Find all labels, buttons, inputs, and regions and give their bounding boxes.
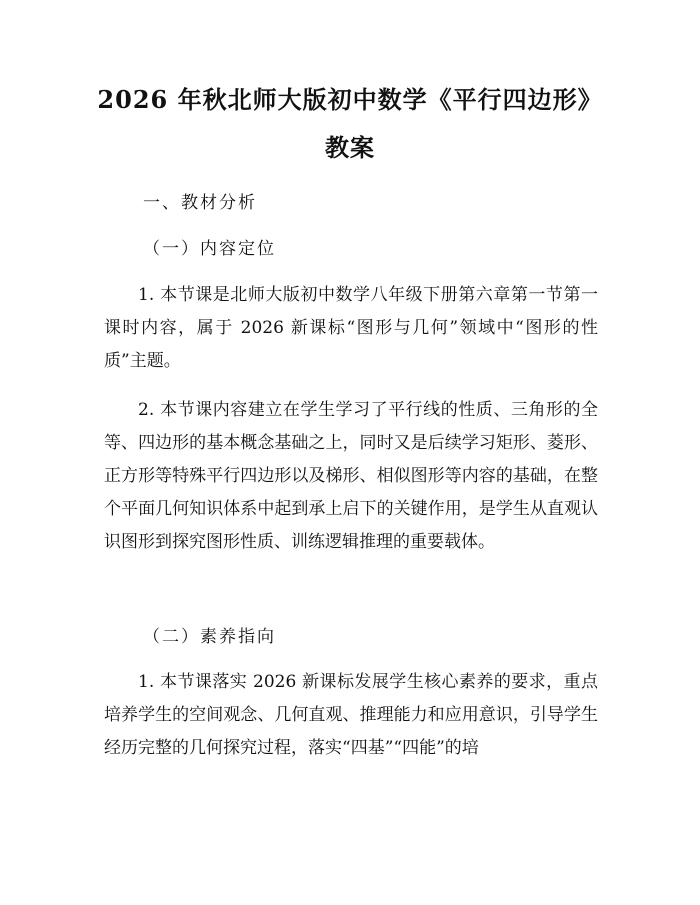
paragraph-3: 1. 本节课落实 2026 新课标发展学生核心素养的要求，重点培养学生的空间观念、几何直观、推理能力和应用意识，引导学生经历完整的几何探究过程，落实“四基”“四能”的培 (104, 672, 598, 758)
paragraph-2: 2. 本节课内容建立在学生学习了平行线的性质、三角形的全等、四边形的基本概念基础之上，同时又是后续学习矩形、菱形、正方形等特殊平行四边形以及梯形、相似图形等内容的基础，在整个平面几何知识体系中起到承上启下的关键作用，是学生从直观认识图形到探究图形性质、训练逻辑推理的重要载体。 (104, 400, 598, 552)
paragraph-1: 1. 本节课是北师大版初中数学八年级下册第六章第一节第一课时内容，属于 2026 新课标“图形与几何”领域中“图形的性质”主题。 (104, 285, 598, 371)
section-heading-textbook-analysis: 一、教材分析 (143, 193, 257, 213)
subsection-heading-literacy-orientation: （二）素养指向 (143, 627, 276, 647)
subsection-heading-content-positioning: （一）内容定位 (143, 239, 276, 259)
document-title-line-2: 教案 (325, 133, 375, 162)
document-title-line-1: 2026 年秋北师大版初中数学《平行四边形》 (97, 85, 603, 114)
